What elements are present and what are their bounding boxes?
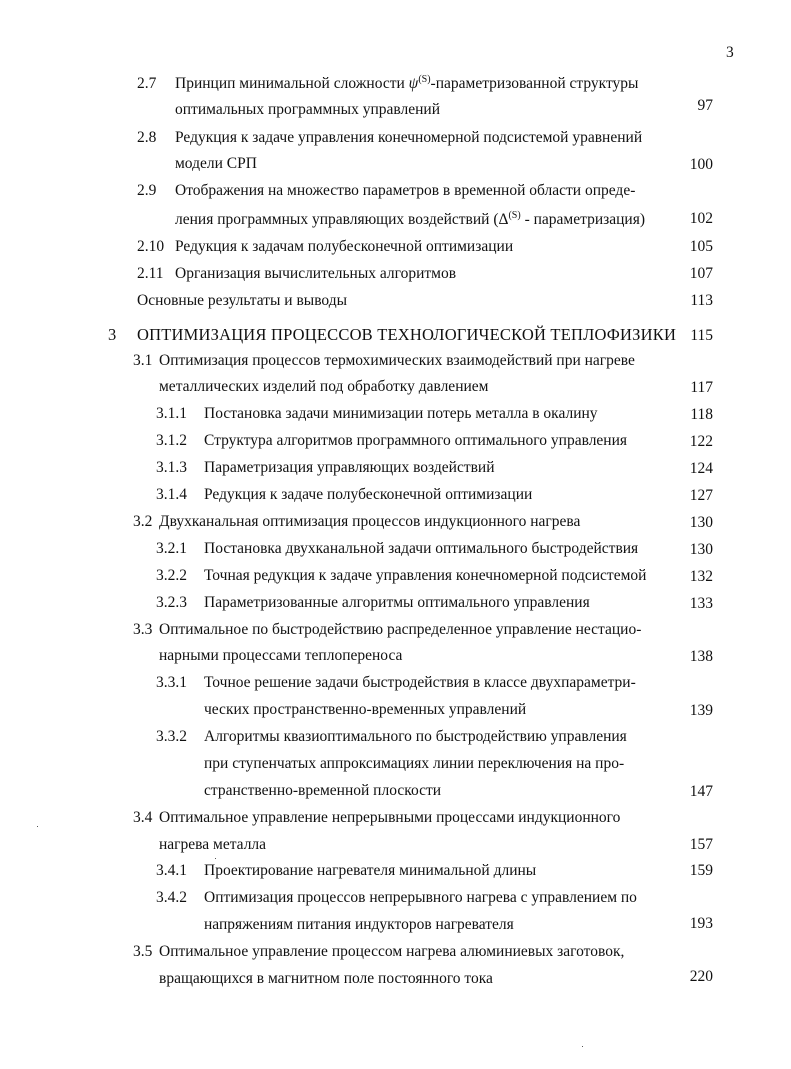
entry-page: 113 [690,292,713,309]
entry-title-line: Структура алгоритмов программного оптимального управления [204,432,628,449]
entry-page: 138 [689,648,713,665]
entry-title-line: Параметризованные алгоритмы оптимального управления [204,594,590,611]
entry-number: 3.4 [133,809,153,826]
entry-number: 3.3.1 [156,674,187,691]
entry-page: 130 [689,514,713,531]
entry-number: 3.1.2 [156,432,187,449]
entry-title-line: Двухканальная оптимизация процессов индукционного нагрева [159,513,581,530]
entry-page: 193 [689,915,713,932]
entry-title-line: ления программных управляющих воздействий ($\Delta^{(S)}$ - параметризация) [175,210,645,228]
entry-title-line: Параметризация управляющих воздействий [204,459,495,476]
entry-number: 3.3.2 [156,728,187,745]
entry-page: 97 [697,97,713,114]
entry-number: 3.4.1 [156,862,187,879]
entry-number: 3.2.3 [156,594,187,611]
entry-number: 3.2.1 [156,540,187,557]
chapter-title: ОПТИМИЗАЦИЯ ПРОЦЕССОВ ТЕХНОЛОГИЧЕСКОЙ ТЕПЛОФИЗИКИ [137,325,677,344]
scan-speck [215,858,216,859]
entry-title-line: нагрева металла [159,836,267,853]
entry-title-line: модели СРП [175,155,257,172]
delta-symbol: Δ [498,211,509,228]
entry-page: 157 [689,836,713,853]
entry-title-line: странственно-временной плоскости [204,782,442,799]
chapter-number: 3 [108,325,117,344]
entry-title-line: Принцип минимальной сложности $\psi^{(S)}$-параметризованной структуры [175,74,639,92]
entry-page: 115 [690,327,713,344]
entry-title-line: Проектирование нагревателя минимальной длины [204,862,537,879]
entry-number: 2.9 [137,182,157,199]
entry-title-line: Оптимальное по быстродействию распределенное управление нестацио- [159,621,642,638]
entry-page: 220 [689,968,713,985]
entry-page: 130 [689,541,713,558]
entry-title-line: Редукция к задачам полубесконечной оптимизации [175,238,514,255]
entry-title-line: Постановка двухканальной задачи оптимального быстродействия [204,540,639,557]
entry-page: 132 [689,568,713,585]
entry-number: 3.1 [133,352,153,369]
entry-title-line: Редукция к задаче управления конечномерной подсистемой уравнений [175,129,643,146]
entry-number: 2.11 [137,265,164,282]
entry-title-line: Отображения на множество параметров в временной области опреде- [175,182,636,199]
page-number: 3 [726,44,734,61]
entry-title-line: Редукция к задаче полубесконечной оптимизации [204,486,533,503]
entry-page: 133 [689,595,713,612]
entry-page: 118 [690,406,713,423]
entry-number: 3.1.4 [156,486,187,503]
entry-number: 2.8 [137,129,157,146]
entry-title-line: Оптимизация процессов непрерывного нагрева с управлением по [204,889,637,906]
entry-page: 107 [689,265,713,282]
entry-number: 3.1.1 [156,405,187,422]
entry-title-line: при ступенчатых аппроксимациях линии переключения на про- [204,755,625,772]
entry-number: 3.3 [133,621,153,638]
entry-title-line: вращающихся в магнитном поле постоянного тока [159,970,493,987]
entry-title-line: оптимальных программных управлений [175,101,440,118]
entry-number: 3.1.3 [156,459,187,476]
scan-speck [582,1046,583,1047]
entry-page: 159 [689,862,713,879]
entry-page: 100 [689,156,713,173]
entry-title-line: Оптимальное управление процессом нагрева алюминиевых заготовок, [159,943,625,960]
entry-page: 124 [689,460,713,477]
entry-number: 3.2.2 [156,567,187,584]
entry-number: 2.10 [137,238,165,255]
entry-title-line: Оптимизация процессов термохимических взаимодействий при нагреве [159,352,635,369]
entry-number: 2.7 [137,75,157,92]
entry-title-line: ческих пространственно-временных управлений [204,701,527,718]
entry-page: 127 [689,487,713,504]
entry-page: 122 [689,433,713,450]
psi-symbol: ψ [408,75,419,92]
entry-title-line: Точное решение задачи быстродействия в классе двухпараметри- [204,674,636,691]
entry-number: 3.2 [133,513,153,530]
entry-page: 102 [689,210,713,227]
entry-page: 117 [690,379,713,396]
entry-title-line: нарными процессами теплопереноса [159,647,403,664]
scan-speck [37,826,38,827]
entry-page: 105 [689,238,713,255]
entry-title-line: Точная редукция к задаче управления конечномерной подсистемой [204,567,647,584]
entry-title-line: Основные результаты и выводы [137,292,348,309]
entry-title-line: Организация вычислительных алгоритмов [175,265,457,282]
entry-number: 3.4.2 [156,889,187,906]
entry-number: 3.5 [133,943,153,960]
entry-page: 139 [689,702,713,719]
entry-title-line: напряжениям питания индукторов нагревателя [204,916,514,933]
entry-title-line: Постановка задачи минимизации потерь металла в окалину [204,405,598,422]
entry-title-line: Алгоритмы квазиоптимального по быстродействию управления [204,728,627,745]
entry-page: 147 [689,783,713,800]
entry-title-line: Оптимальное управление непрерывными процессами индукционного [159,809,621,826]
entry-title-line: металлических изделий под обработку давлением [159,378,489,395]
